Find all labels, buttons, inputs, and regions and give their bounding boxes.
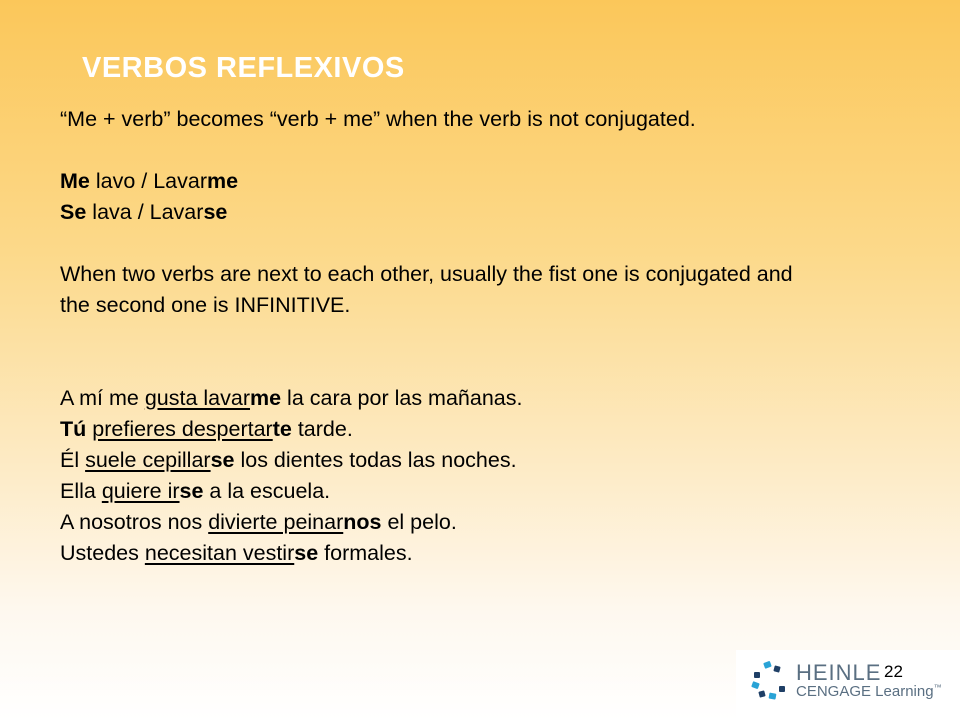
example-verb-underlined: necesitan vestir xyxy=(144,541,295,565)
trademark-mark: ™ xyxy=(933,683,942,692)
example-pronoun-bold: se xyxy=(179,479,204,503)
pair-bold-pronoun: Me xyxy=(60,169,90,193)
example-pre: Ella xyxy=(60,479,102,503)
example-verb-underlined: gusta lavar xyxy=(144,386,250,410)
pair-bold-suffix: se xyxy=(203,200,228,224)
pair-line-se xyxy=(60,197,920,228)
example-line xyxy=(60,414,920,445)
pair-text: lavo / Lavar xyxy=(89,169,207,193)
example-line xyxy=(60,476,920,507)
pair-bold-suffix: me xyxy=(207,169,239,193)
example-pronoun-bold: se xyxy=(210,448,235,472)
page-number: 22 xyxy=(884,662,903,681)
intro-text: “Me + verb” becomes “verb + me” when the verb is not conjugated. xyxy=(60,107,696,131)
pair-line-me xyxy=(60,166,920,197)
example-verb-underlined: quiere ir xyxy=(101,479,180,503)
example-post: formales. xyxy=(318,541,413,565)
pair-text: lava / Lavar xyxy=(86,200,204,224)
logo-sub-label: CENGAGE Learning xyxy=(796,683,934,700)
example-post: el pelo. xyxy=(381,510,457,534)
example-post: la cara por las mañanas. xyxy=(281,386,523,410)
example-line xyxy=(60,445,920,476)
example-pre: A mí me xyxy=(60,386,145,410)
logo-brand-text: HEINLE xyxy=(796,660,882,685)
example-pre: Él xyxy=(60,448,86,472)
slide-title: VERBOS REFLEXIVOS xyxy=(82,52,405,84)
example-post: a la escuela. xyxy=(203,479,331,503)
example-pre: Tú xyxy=(60,417,87,441)
slide-body xyxy=(60,104,920,569)
pair-bold-pronoun: Se xyxy=(60,200,87,224)
rule-text: When two verbs are next to each other, usually the fist one is conjugated and the second one is INFINITIVE. xyxy=(60,262,793,317)
example-line xyxy=(60,538,920,569)
example-pronoun-bold: te xyxy=(272,417,292,441)
example-line xyxy=(60,383,920,414)
example-pre: Ustedes xyxy=(60,541,145,565)
example-pre: A nosotros nos xyxy=(60,510,209,534)
example-verb-underlined: divierte peinar xyxy=(208,510,344,534)
cengage-dots-icon xyxy=(750,660,792,702)
heinle-cengage-logo xyxy=(736,650,960,720)
logo-sub-text xyxy=(796,683,942,700)
example-pronoun-bold: se xyxy=(294,541,319,565)
example-verb-underlined: prefieres despertar xyxy=(92,417,273,441)
example-line xyxy=(60,507,920,538)
example-post: los dientes todas las noches. xyxy=(234,448,517,472)
example-pronoun-bold: nos xyxy=(343,510,382,534)
example-pronoun-bold: me xyxy=(250,386,282,410)
example-post: tarde. xyxy=(291,417,353,441)
example-verb-underlined: suele cepillar xyxy=(85,448,211,472)
